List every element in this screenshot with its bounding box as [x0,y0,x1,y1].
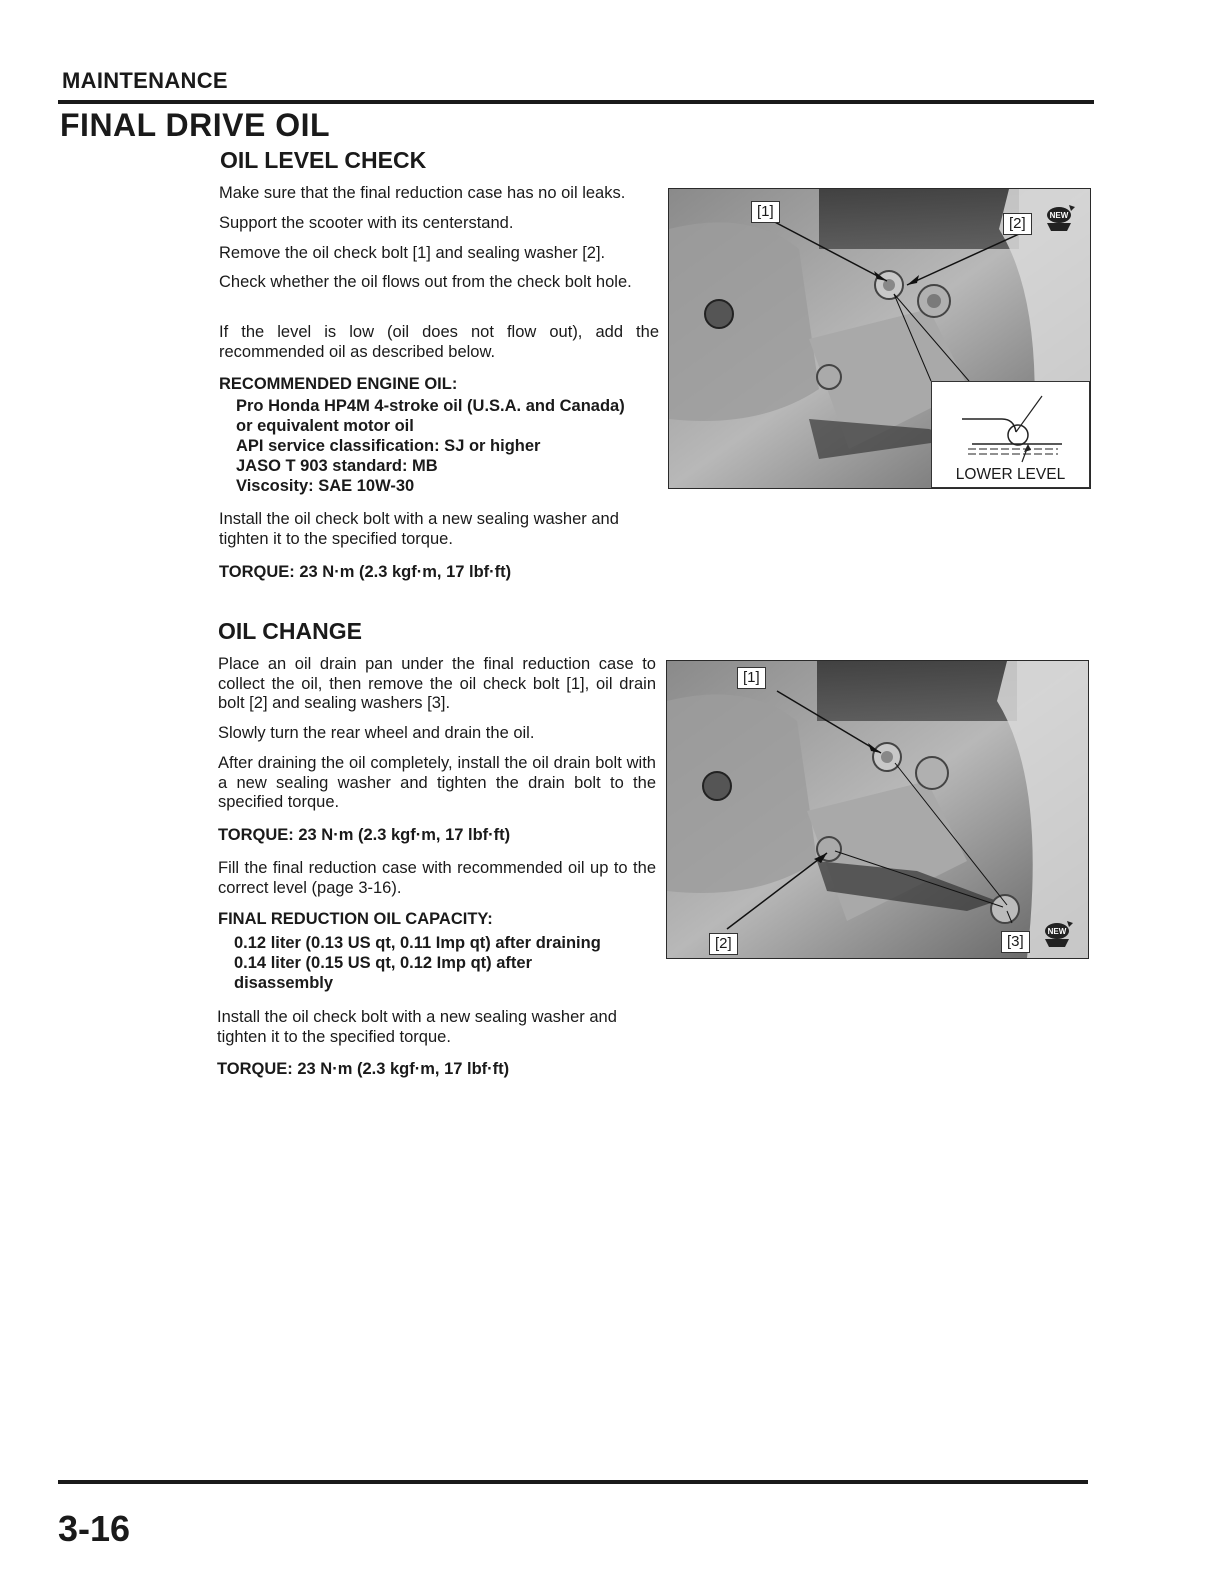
oil-level-diagram [932,382,1089,464]
new-part-icon [1041,203,1077,235]
level-check-step-1: Make sure that the final reduction case has no oil leaks. [219,184,626,202]
level-check-step-5: If the level is low (oil does not flow out), add the recommended oil as described below. [219,323,659,361]
capacity-line: 0.12 liter (0.13 US qt, 0.11 Imp qt) after draining [234,934,601,952]
level-check-step-3: Remove the oil check bolt [1] and sealing washer [2]. [219,244,606,262]
section-label: MAINTENANCE [62,68,228,93]
page-title: FINAL DRIVE OIL [60,107,331,143]
callout-2: [2] [1003,213,1032,235]
oil-change-torque-1: TORQUE: 23 N·m (2.3 kgf·m, 17 lbf·ft) [218,826,511,844]
header-rule [58,100,1094,104]
recommended-oil-title: RECOMMENDED ENGINE OIL: [219,375,458,393]
oil-change-heading: OIL CHANGE [218,618,362,644]
oil-change-step-2: Slowly turn the rear wheel and drain the oil. [218,724,535,742]
spec-line: Viscosity: SAE 10W-30 [236,477,415,495]
spec-line: JASO T 903 standard: MB [236,457,438,475]
recommended-oil-spec-list [236,396,625,496]
footer-rule [58,1480,1088,1484]
callout-3: [3] [1001,931,1030,953]
lower-level-inset [931,381,1090,488]
level-check-step-2: Support the scooter with its centerstand. [219,214,514,232]
level-check-install: Install the oil check bolt with a new sealing washer and tighten it to the specified torque. [219,510,619,548]
oil-change-step-4: Fill the final reduction case with recommended oil up to the correct level (page 3-16). [218,859,656,897]
oil-change-torque-2: TORQUE: 23 N·m (2.3 kgf·m, 17 lbf·ft) [217,1060,510,1078]
spec-line: or equivalent motor oil [236,417,414,435]
photo-illustration [667,661,1088,958]
page-number: 3-16 [58,1508,131,1549]
callout-1: [1] [751,201,780,223]
level-check-step-4: Check whether the oil flows out from the check bolt hole. [219,273,632,291]
oil-capacity-list [234,933,601,993]
spec-line: Pro Honda HP4M 4-stroke oil (U.S.A. and Canada) [236,397,625,415]
oil-capacity-title: FINAL REDUCTION OIL CAPACITY: [218,910,493,928]
oil-change-photo [666,660,1089,959]
new-icon-label: NEW [1049,211,1069,220]
oil-change-step-5: Install the oil check bolt with a new sealing washer and tighten it to the specified torque. [217,1008,617,1046]
callout-2: [2] [709,933,738,955]
oil-change-step-3: After draining the oil completely, install the oil drain bolt with a new sealing washer and tighten the drain bolt to the specified torque. [218,754,656,811]
callout-1: [1] [737,667,766,689]
oil-change-step-1: Place an oil drain pan under the final reduction case to collect the oil, then remove the oil check bolt [1], oil drain bolt [2] and sealing washers [3]. [218,655,656,712]
oil-level-check-photo [668,188,1091,489]
level-check-torque: TORQUE: 23 N·m (2.3 kgf·m, 17 lbf·ft) [219,563,512,581]
capacity-line: disassembly [234,974,334,992]
new-part-icon [1039,919,1075,951]
capacity-line: 0.14 liter (0.15 US qt, 0.12 Imp qt) after [234,954,533,972]
lower-level-label: LOWER LEVEL [955,466,1066,483]
oil-level-check-heading: OIL LEVEL CHECK [220,147,427,173]
spec-line: API service classification: SJ or higher [236,437,541,455]
new-icon-label: NEW [1047,927,1067,936]
